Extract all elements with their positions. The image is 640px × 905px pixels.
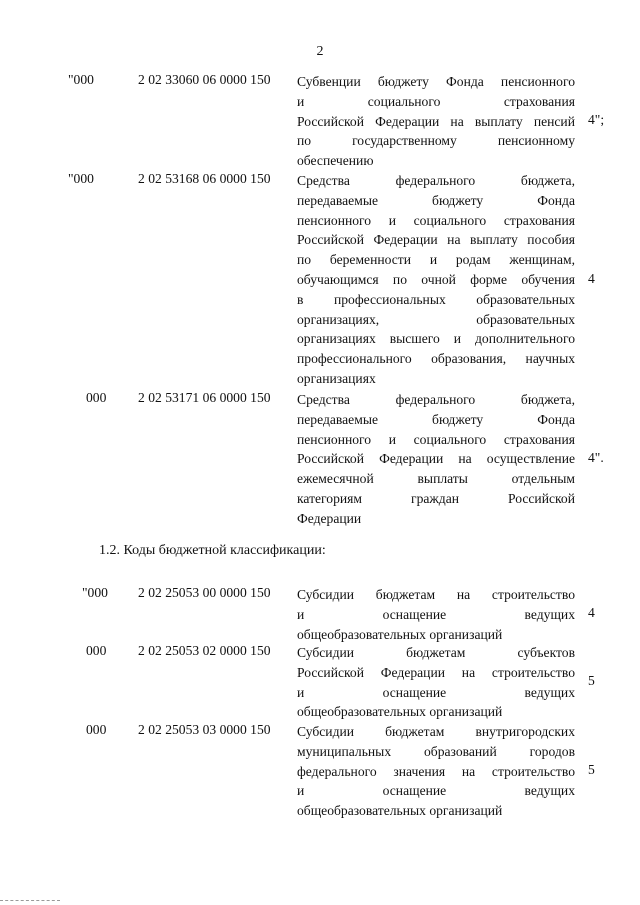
- description-line: общеобразовательных организаций: [297, 626, 503, 642]
- admin-code: 000: [86, 390, 107, 405]
- admin-code: "000: [68, 72, 94, 87]
- section-heading: 1.2. Коды бюджетной классификации:: [99, 543, 326, 558]
- description-line: Субсидии бюджетам субъектов: [297, 645, 575, 660]
- description-line: и оснащение ведущих: [297, 606, 575, 622]
- description: [297, 722, 575, 821]
- description-line: профессионального образования, научных: [297, 351, 575, 367]
- description: [297, 171, 575, 389]
- description-line: и оснащение ведущих: [297, 684, 575, 700]
- budget-code: 2 02 33060 06 0000 150: [138, 72, 271, 87]
- admin-code: 000: [86, 722, 107, 737]
- description: [297, 390, 575, 529]
- description-line: Российской Федерации на строительство: [297, 664, 575, 680]
- description-line: по государственному пенсионному: [297, 133, 575, 149]
- description-line: федерального значения на строительство: [297, 763, 575, 779]
- reference-mark: 4";: [588, 112, 605, 127]
- description-line: передаваемые бюджету Фонда: [297, 192, 575, 208]
- scan-artifact: [0, 900, 60, 903]
- description-line: передаваемые бюджету Фонда: [297, 411, 575, 427]
- description-line: Субвенции бюджету Фонда пенсионного: [297, 74, 575, 89]
- description-line: Субсидии бюджетам внутригородских: [297, 724, 575, 739]
- reference-mark: 4: [588, 605, 595, 620]
- description-line: обучающимся по очной форме обучения: [297, 271, 575, 287]
- description: [297, 643, 575, 722]
- description-line: организациях, образовательных: [297, 311, 575, 327]
- budget-code: 2 02 25053 00 0000 150: [138, 585, 271, 600]
- description: [297, 72, 575, 171]
- description-line: категориям граждан Российской: [297, 490, 575, 506]
- admin-code: 000: [86, 643, 107, 658]
- description-line: по беременности и родам женщинам,: [297, 252, 575, 268]
- description-line: общеобразовательных организаций: [297, 704, 503, 720]
- description-line: Субсидии бюджетам на строительство: [297, 587, 575, 602]
- description-line: Федерации: [297, 510, 362, 526]
- description: [297, 585, 575, 644]
- description-line: пенсионного и социального страхования: [297, 431, 575, 447]
- description-line: организациях высшего и дополнительного: [297, 331, 575, 347]
- description-line: пенсионного и социального страхования: [297, 212, 575, 228]
- budget-code: 2 02 53171 06 0000 150: [138, 390, 271, 405]
- description-line: и социального страхования: [297, 93, 575, 109]
- budget-code: 2 02 25053 02 0000 150: [138, 643, 271, 658]
- description-line: обеспечению: [297, 153, 374, 169]
- reference-mark: 5: [588, 673, 595, 688]
- reference-mark: 5: [588, 762, 595, 777]
- description-line: организациях: [297, 370, 376, 386]
- budget-code: 2 02 53168 06 0000 150: [138, 171, 271, 186]
- page-number: 2: [316, 44, 324, 59]
- description-line: общеобразовательных организаций: [297, 803, 503, 819]
- reference-mark: 4: [588, 271, 595, 286]
- description-line: Средства федерального бюджета,: [297, 173, 575, 188]
- description-line: в профессиональных образовательных: [297, 291, 575, 307]
- admin-code: "000: [68, 171, 94, 186]
- description-line: Российской Федерации на выплату пенсий: [297, 113, 575, 129]
- reference-mark: 4".: [588, 450, 604, 465]
- description-line: и оснащение ведущих: [297, 783, 575, 799]
- description-line: Российской Федерации на выплату пособия: [297, 232, 575, 248]
- description-line: ежемесячной выплаты отдельным: [297, 471, 575, 487]
- description-line: Средства федерального бюджета,: [297, 392, 575, 407]
- budget-code: 2 02 25053 03 0000 150: [138, 722, 271, 737]
- admin-code: "000: [82, 585, 108, 600]
- description-line: муниципальных образований городов: [297, 743, 575, 759]
- description-line: Российской Федерации на осуществление: [297, 451, 575, 467]
